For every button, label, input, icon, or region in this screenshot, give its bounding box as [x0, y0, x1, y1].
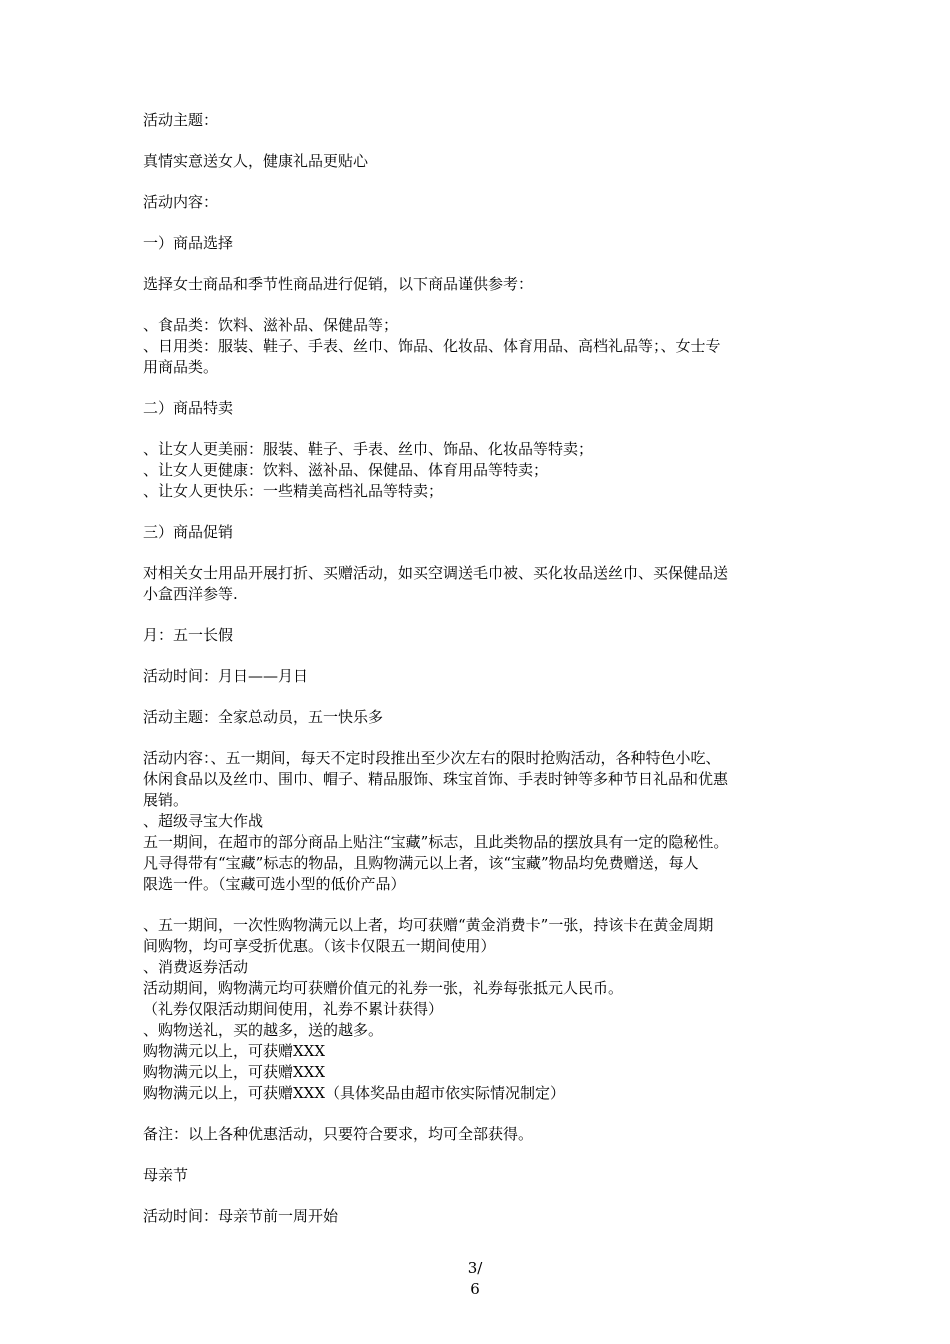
section-heading: 一）商品选择: [143, 234, 234, 252]
page-number: [0, 1258, 950, 1300]
list-item: 、食品类：饮料、滋补品、保健品等；: [143, 316, 399, 334]
document-body: [143, 110, 823, 1227]
paragraph-line: 凡寻得带有“宝藏”标志的物品，且购物满元以上者，该“宝藏”物品均免费赠送，每人: [143, 854, 699, 872]
list-item: 用商品类。: [143, 358, 219, 376]
section-heading: 三）商品促销: [143, 523, 234, 541]
list-item: 、超级寻宝大作战: [143, 812, 264, 830]
paragraph-line: 休闲食品以及丝巾、围巾、帽子、精品服饰、珠宝首饰、手表时钟等多种节日礼品和优惠: [143, 770, 729, 788]
paragraph-line: 活动内容：、五一期间，每天不定时段推出至少次左右的限时抢购活动，各种特色小吃、: [143, 749, 721, 767]
note-line: 备注：以上各种优惠活动，只要符合要求，均可全部获得。: [143, 1125, 534, 1143]
paragraph-line: 购物满元以上，可获赠XXX（具体奖品由超市依实际情况制定）: [143, 1084, 566, 1102]
page-number-total: 6: [470, 1280, 480, 1298]
list-item: 、让女人更健康：饮料、滋补品、保健品、体育用品等特卖；: [143, 461, 549, 479]
list-item: 、让女人更快乐：一些精美高档礼品等特卖；: [143, 482, 444, 500]
paragraph-line: 间购物，均可享受折优惠。（该卡仅限五一期间使用）: [143, 937, 496, 955]
list-item: 、日用类：服装、鞋子、手表、丝巾、饰品、化妆品、体育用品、高档礼品等；、女士专: [143, 337, 721, 355]
list-item: 、五一期间，一次性购物满元以上者，均可获赠“黄金消费卡”一张，持该卡在黄金周期: [143, 916, 714, 934]
paragraph-line: 真情实意送女人，健康礼品更贴心: [143, 152, 369, 170]
page-number-current: 3/: [467, 1259, 483, 1277]
paragraph-line: 对相关女士用品开展打折、买赠活动，如买空调送毛巾被、买化妆品送丝巾、买保健品送: [143, 564, 729, 582]
paragraph-line: 活动主题：全家总动员，五一快乐多: [143, 708, 384, 726]
paragraph-line: 活动主题：: [143, 111, 219, 129]
list-item: 、购物送礼，买的越多，送的越多。: [143, 1021, 384, 1039]
paragraph-line: 活动内容：: [143, 193, 219, 211]
list-item: 、消费返券活动: [143, 958, 249, 976]
paragraph-line: 小盒西洋参等.: [143, 585, 238, 603]
paragraph-line: 活动时间：月日——月日: [143, 667, 309, 685]
list-item: 、让女人更美丽：服装、鞋子、手表、丝巾、饰品、化妆品等特卖；: [143, 440, 594, 458]
paragraph-line: 购物满元以上，可获赠XXX: [143, 1063, 326, 1081]
paragraph-line: 五一期间，在超市的部分商品上贴注“宝藏”标志，且此类物品的摆放具有一定的隐秘性。: [143, 833, 729, 851]
paragraph-line: 活动期间，购物满元均可获赠价值元的礼券一张，礼券每张抵元人民币。: [143, 979, 624, 997]
paragraph-line: 活动时间：母亲节前一周开始: [143, 1207, 339, 1225]
paragraph-line: 选择女士商品和季节性商品进行促销，以下商品谨供参考：: [143, 275, 534, 293]
paragraph-line: 展销。: [143, 791, 189, 809]
paragraph-line: （礼券仅限活动期间使用，礼券不累计获得）: [143, 1000, 444, 1018]
paragraph-line: 购物满元以上，可获赠XXX: [143, 1042, 326, 1060]
section-heading: 母亲节: [143, 1166, 189, 1184]
section-heading: 月：五一长假: [143, 626, 234, 644]
paragraph-line: 限选一件。（宝藏可选小型的低价产品）: [143, 875, 406, 893]
section-heading: 二）商品特卖: [143, 399, 234, 417]
